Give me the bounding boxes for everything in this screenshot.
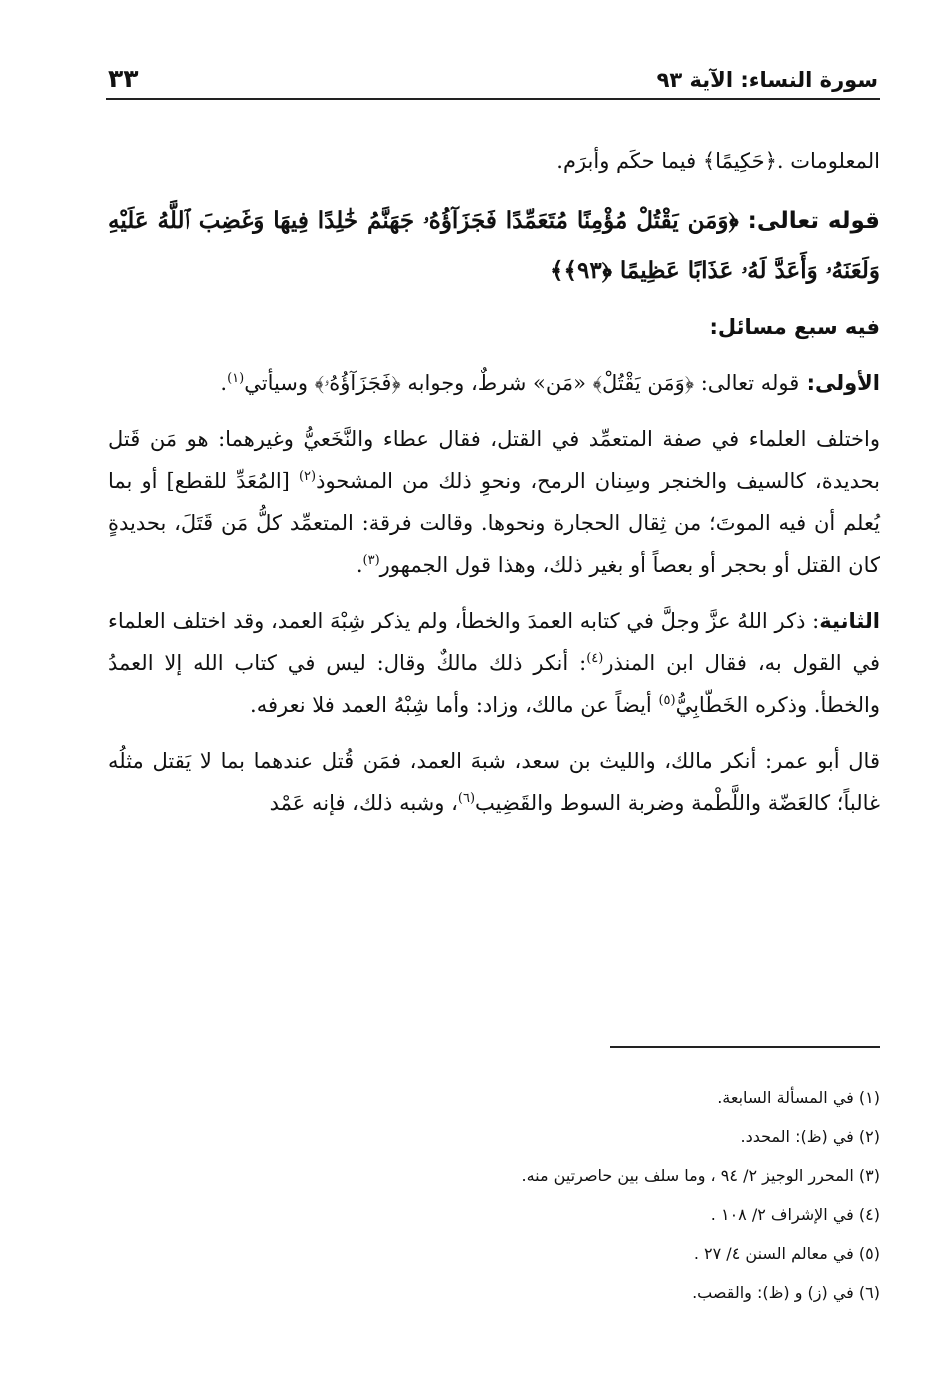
issue-2-text-c: أيضاً عن مالك، وزاد: وأما شِبْهُ العمد فلا نعرفه. <box>250 693 659 717</box>
main-text <box>108 140 880 838</box>
footnote-ref-6[interactable]: (٦) <box>457 791 476 806</box>
running-header <box>108 60 878 100</box>
footnote: (٣) المحرر الوجيز ٢/ ٩٤ ، وما سلف بين حاصرتين منه. <box>521 1166 880 1185</box>
footnote-ref-4[interactable]: (٤) <box>586 651 604 666</box>
footnote: (٥) في معالم السنن ٤/ ٢٧ . <box>693 1244 880 1263</box>
issue-2-label: الثانية <box>819 609 880 633</box>
detail-text-b: [المُعَدِّ للقطع] أو بما يُعلم أن فيه الموتَ؛ من ثِقال الحجارة ونحوها. وقالت فرقة: المتعمِّد كلُّ مَن قَتَلَ، بحديدةٍ كان القتل أو بحجر أو بعصاً أو بغير ذلك، وهذا قول الجمهور <box>108 469 880 577</box>
footnote-ref-2[interactable]: (٢) <box>298 469 317 484</box>
footnote-ref-1[interactable]: (١) <box>227 371 245 386</box>
page-number: ٣٣ <box>108 64 139 93</box>
header-divider <box>106 98 880 100</box>
surah-title: سورة النساء: الآية ٩٣ <box>656 68 878 92</box>
abu-umar-paragraph <box>108 740 880 824</box>
abu-umar-text-b: ، وشبه ذلك، فإنه عَمْد <box>269 791 458 815</box>
issue-1-text: قوله تعالى: ﴿وَمَن يَقْتُلْ﴾ «مَن» شرطٌ، وجوابه ﴿فَجَزَآؤُهُۥ﴾ وسيأتي <box>244 371 800 395</box>
footnote: (١) في المسألة السابعة. <box>717 1088 880 1107</box>
footnote-ref-5[interactable]: (٥) <box>658 693 676 708</box>
verse-block <box>108 196 880 296</box>
section-heading: فيه سبع مسائل: <box>709 315 880 339</box>
intro-paragraph: المعلومات .﴿حَكِيمًا﴾ فيما حكَم وأبرَم. <box>556 149 880 173</box>
footnote-divider <box>610 1046 880 1048</box>
footnote: (٦) في (ز) و (ظ): والقصب. <box>692 1283 880 1302</box>
detail-end: . <box>355 553 363 577</box>
issue-2-text-a: : ذكر اللهُ عزَّ وجلَّ في كتابه العمدَ والخطأ، ولم يذكر شِبْهَ العمد، وقد اختلف العلماء في القول به، فقال ابن المنذر <box>108 609 880 675</box>
footnote-ref-3[interactable]: (٣) <box>362 553 380 568</box>
issue-2-paragraph <box>108 600 880 726</box>
footnotes <box>300 1078 880 1312</box>
issue-1-detail-paragraph <box>108 418 880 586</box>
footnote: (٤) في الإشراف ٢/ ١٠٨ . <box>710 1205 880 1224</box>
verse-label: قوله تعالى: <box>738 208 880 234</box>
issue-1-label: الأولى: <box>799 371 880 395</box>
verse-text: ﴿وَمَن يَقْتُلْ مُؤْمِنًا مُتَعَمِّدًا فَجَزَآؤُهُۥ جَهَنَّمُ خَٰلِدًا فِيهَا وَغَضِبَ ٱللَّهُ عَلَيْهِ وَلَعَنَهُۥ وَأَعَدَّ لَهُۥ عَذَابًا عَظِيمًا ﴿٩٣﴾﴾ <box>108 207 880 284</box>
issue-1-end: . <box>220 371 228 395</box>
issue-1-paragraph <box>108 362 880 404</box>
issue-2-text-b: : أنكر ذلك مالكٌ وقال: ليس في كتاب الله إلا العمدُ والخطأ. وذكره الخَطّابِيُّ <box>108 651 880 717</box>
detail-text-a: واختلف العلماء في صفة المتعمِّد في القتل، فقال عطاء والنَّخَعيُّ وغيرهما: هو مَن قَتل بحديدة، كالسيف والخنجر وسِنان الرمح، ونحوِ ذلك من المشحوذ <box>108 427 880 493</box>
footnote: (٢) في (ظ): المحدد. <box>740 1127 880 1146</box>
abu-umar-text-a: قال أبو عمر: أنكر مالك، والليث بن سعد، شبهَ العمد، فمَن قُتل عندهما بما لا يَقتل مثلُه غالباً؛ كالعَضّة واللَّطْمة وضربة السوط والقَضِيب <box>108 749 880 815</box>
